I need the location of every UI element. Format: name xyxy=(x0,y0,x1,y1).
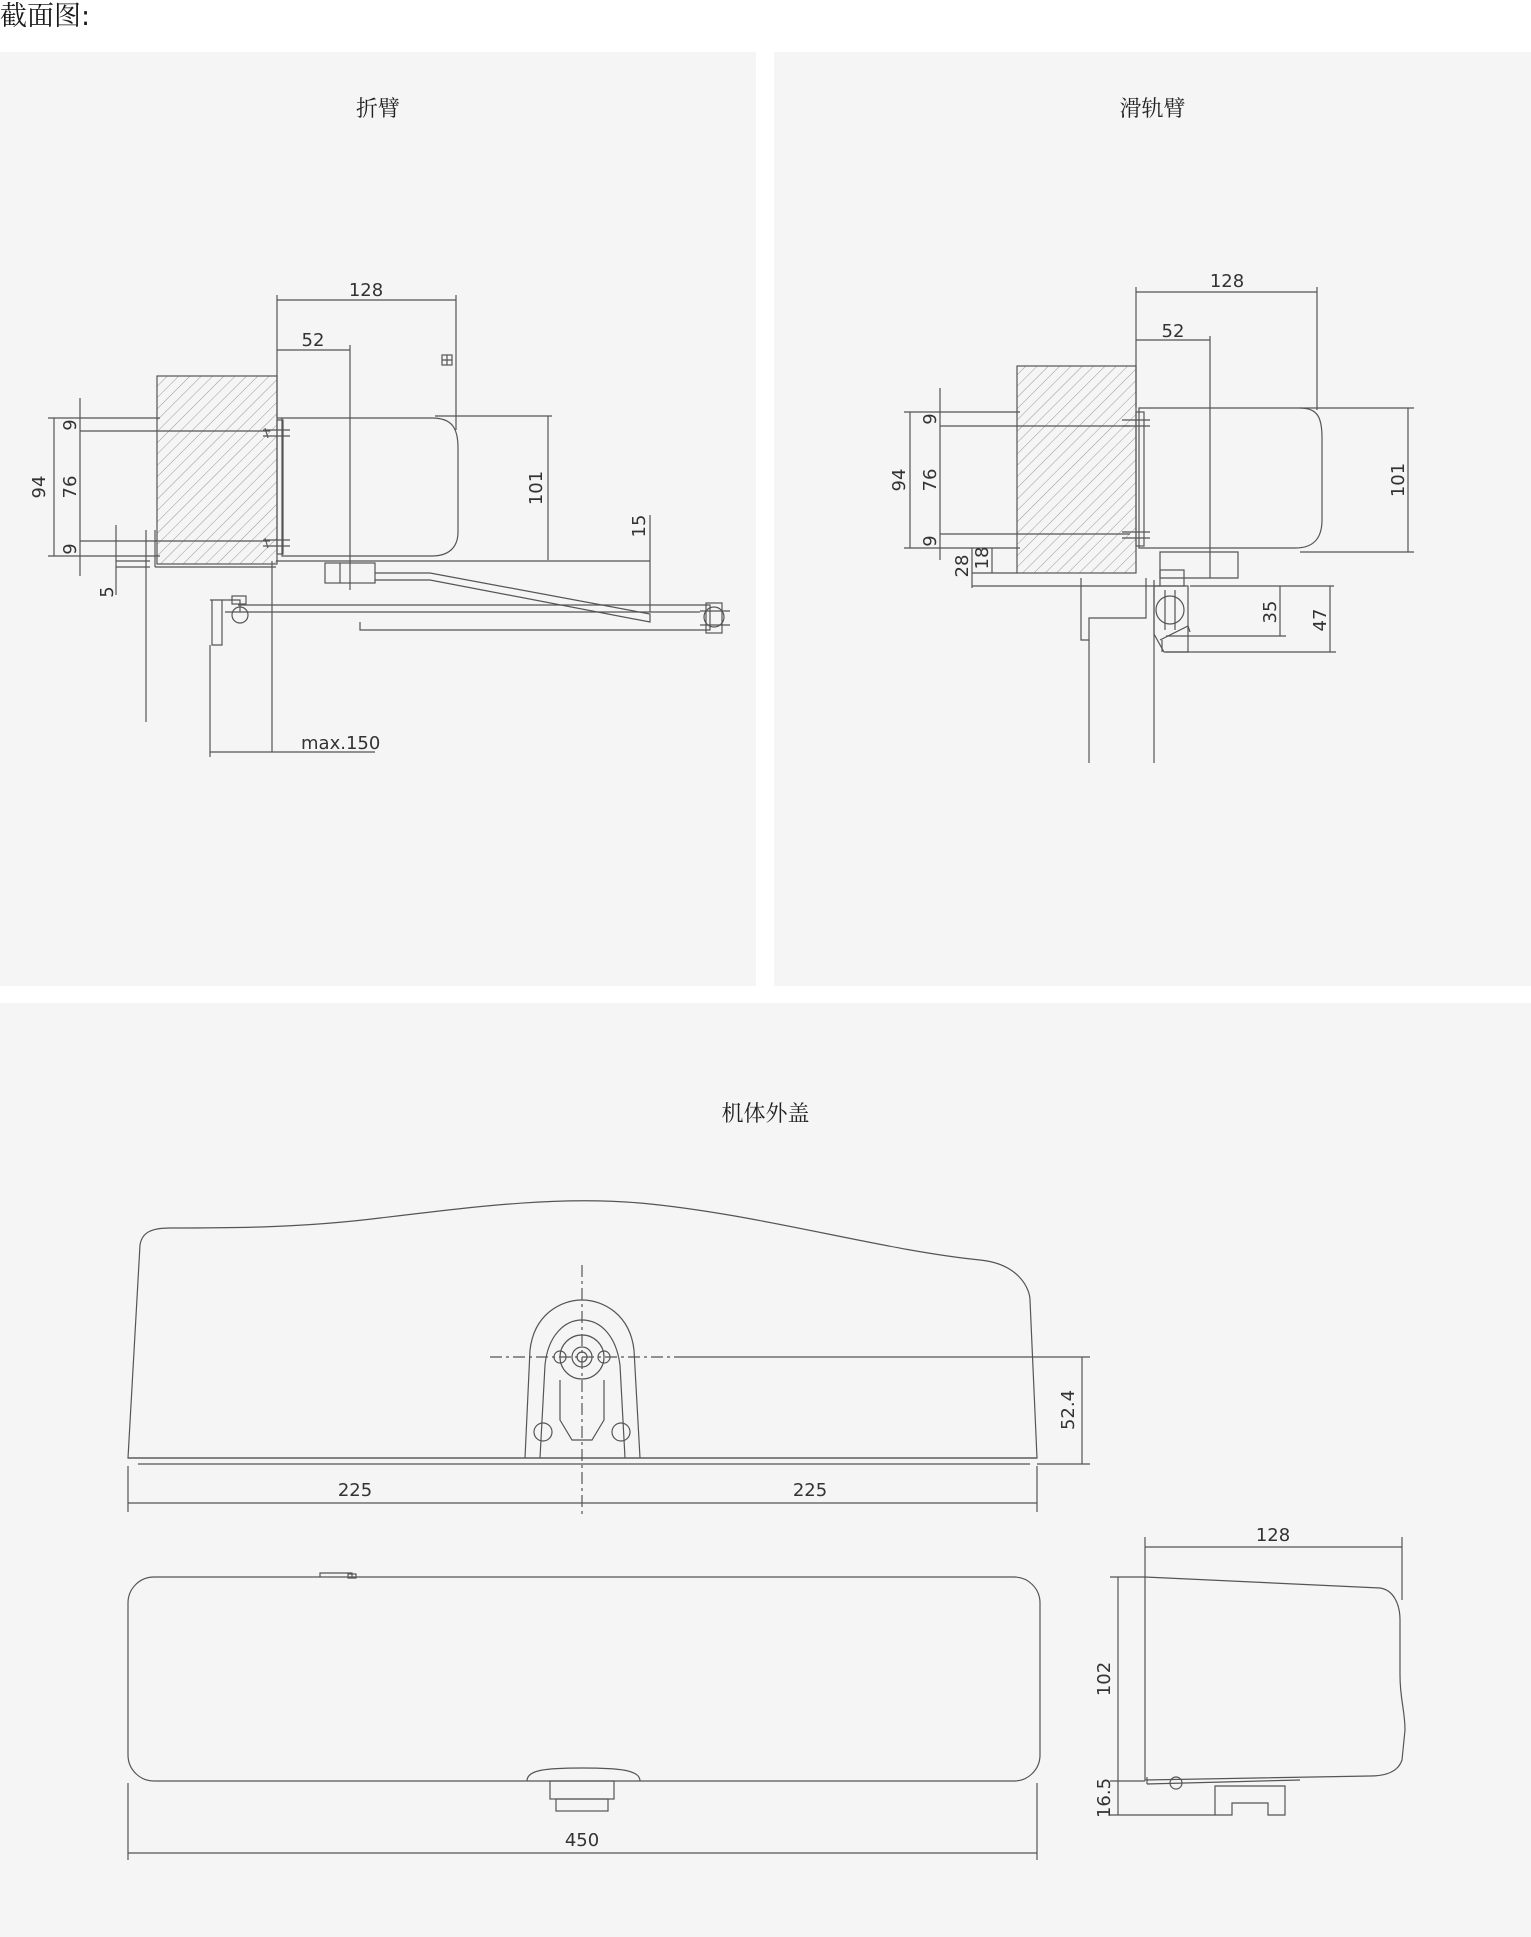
dim-label: 76 xyxy=(920,468,941,492)
dim-label: 76 xyxy=(60,475,81,499)
dim-label: 52 xyxy=(1161,321,1185,342)
dim-label: 52.4 xyxy=(1058,1389,1079,1431)
dim-label: 94 xyxy=(29,475,50,499)
folding-arm-drawing xyxy=(48,295,730,757)
dim-label: 225 xyxy=(792,1480,828,1501)
dim-label: 450 xyxy=(564,1830,600,1851)
dim-label: 35 xyxy=(1260,600,1281,624)
body-cover-top-view xyxy=(128,1573,1040,1860)
dim-label: 9 xyxy=(60,543,81,555)
dim-label: 225 xyxy=(337,1480,373,1501)
dim-label: 16.5 xyxy=(1094,1777,1115,1819)
dim-label: 47 xyxy=(1310,608,1331,632)
body-cover-front-view xyxy=(128,1201,1090,1515)
dim-label: 15 xyxy=(629,514,650,538)
dim-label: 18 xyxy=(972,546,993,570)
dim-label: 128 xyxy=(1209,271,1245,292)
dim-label: 52 xyxy=(301,330,325,351)
dim-label: 9 xyxy=(920,413,941,425)
dim-label: 28 xyxy=(952,554,973,578)
slide-rail-arm-drawing xyxy=(904,287,1414,763)
dim-label: 102 xyxy=(1094,1661,1115,1697)
dim-label: 101 xyxy=(1388,462,1409,498)
panel-title-slide-rail-arm: 滑轨臂 xyxy=(1119,97,1186,122)
body-cover-side-view xyxy=(1110,1537,1405,1815)
dim-label: 101 xyxy=(526,470,547,506)
page-heading: 截面图: xyxy=(0,1,91,32)
dim-label: 94 xyxy=(889,468,910,492)
dim-label: 9 xyxy=(920,535,941,547)
dim-label: 128 xyxy=(1255,1525,1291,1546)
dim-label: 5 xyxy=(97,586,118,598)
dim-label: 128 xyxy=(348,280,384,301)
panel-title-body-cover: 机体外盖 xyxy=(721,1102,810,1127)
panel-title-folding-arm: 折臂 xyxy=(355,97,400,122)
dim-label: 9 xyxy=(60,419,81,431)
dim-label: max.150 xyxy=(301,733,381,754)
